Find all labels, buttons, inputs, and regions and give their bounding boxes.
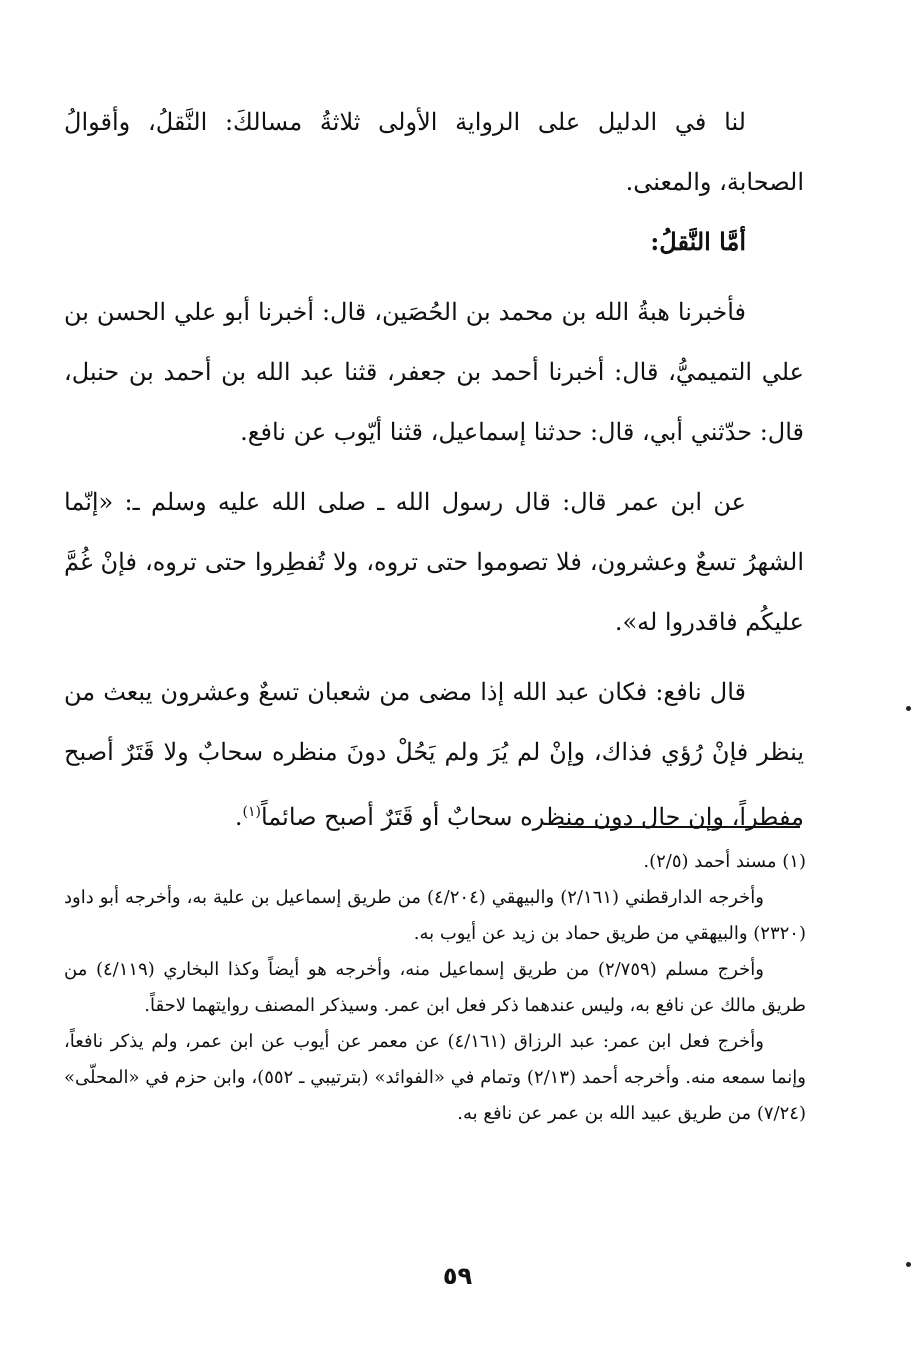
page-number: ٥٩ [442, 1262, 473, 1290]
paragraph-hadith: عن ابن عمر قال: قال رسول الله ـ صلى الله عليه وسلم ـ: «إنّما الشهرُ تسعٌ وعشرون، فلا تصوموا حتى تروه، ولا تُفطِروا حتى تروه، فإنْ غُمَّ عليكُم فاقدروا له». [64, 488, 804, 636]
footnote-muslim: وأخرج مسلم (٢/٧٥٩) من طريق إسماعيل منه، وأخرجه هو أيضاً وكذا البخاري (٤/١١٩) من طريق مالك عن نافع به، وليس عندهما ذكر فعل ابن عمر. وسيذكر المصنف روايتهما لاحقاً. [64, 959, 806, 1016]
footnote-separator [558, 826, 800, 828]
paragraph-nafi-text: قال نافع: فكان عبد الله إذا مضى من شعبان تسعٌ وعشرون يبعث من ينظر فإنْ رُؤي فذاك، وإنْ لم يُرَ ولم يَحُلْ دونَ منظره سحابٌ ولا قَتَرٌ أصبح مفطراً، وإن حال دون منظره سحابٌ أو قَتَرٌ أصبح صائماً [64, 678, 804, 831]
paragraph-nafi: قال نافع: فكان عبد الله إذا مضى من شعبان تسعٌ وعشرون يبعث من ينظر فإنْ رُؤي فذاك، وإنْ لم يُرَ ولم يَحُلْ دونَ منظره سحابٌ ولا قَتَرٌ أصبح مفطراً، وإن حال دون منظره سحابٌ أو قَتَرٌ أصبح صائماً$^{(١)}$. [64, 678, 804, 831]
footnote-abdurrazzaq: وأخرج فعل ابن عمر: عبد الرزاق (٤/١٦١) عن معمر عن أيوب عن ابن عمر، ولم يذكر نافعاً، وإنما سمعه منه. وأخرجه أحمد (٢/١٣) وتمام في «الفوائد» (بترتيبي ـ ٥٥٢)، وابن حزم في «المحلّى» (٧/٢٤) من طريق عبيد الله بن عمر عن نافع به. [64, 1031, 806, 1124]
paragraph-isnad: فأخبرنا هبةُ الله بن محمد بن الحُصَين، قال: أخبرنا أبو علي الحسن بن علي التميميُّ، قال: أخبرنا أحمد بن جعفر، قثنا عبد الله بن أحمد بن حنبل، قال: حدّثني أبي، قال: حدثنا إسماعيل، قثنا أيّوب عن نافع. [64, 298, 804, 446]
section-heading: أمَّا النَّقلُ: [650, 227, 746, 256]
footnote-daraqutni: وأخرجه الدارقطني (٢/١٦١) والبيهقي (٤/٢٠٤) من طريق إسماعيل بن علية به، وأخرجه أبو داود (٢٣٢٠) والبيهقي من طريق حماد بن زيد عن أيوب به. [64, 887, 806, 944]
margin-dot [906, 706, 911, 711]
margin-dot [906, 1262, 911, 1267]
paragraph-intro: لنا في الدليل على الرواية الأولى ثلاثةُ مسالكَ: النَّقلُ، وأقوالُ الصحابة، والمعنى. [64, 108, 804, 196]
footnotes [64, 844, 806, 1132]
main-text [64, 92, 804, 847]
footnote-reference: (١) [242, 804, 261, 820]
footnote-1: (١) مسند أحمد (٢/٥). [643, 851, 806, 872]
